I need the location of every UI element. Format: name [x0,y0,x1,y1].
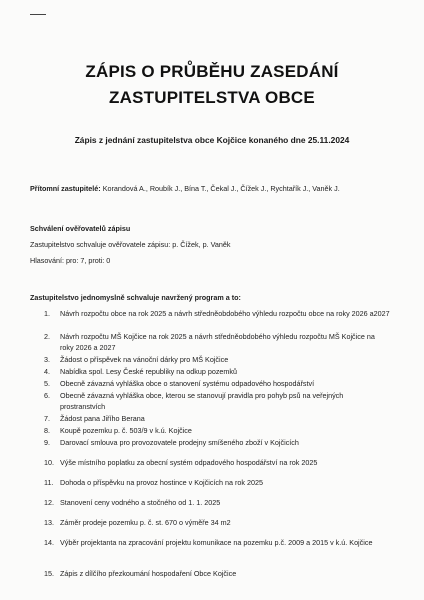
verifiers-text: Zastupitelstvo schvaluje ověřovatele zápisu: p. Čížek, p. Vaněk [30,240,231,249]
meeting-subtitle: Zápis z jednání zastupitelstva obce Kojčice konaného dne 25.11.2024 [74,135,350,145]
vote-text: Hlasování: pro: 7, proti: 0 [30,256,111,265]
present-members [30,184,340,193]
page-title-line1: ZÁPIS O PRŮBĚHU ZASEDÁNÍ [85,62,339,81]
page-title-line2: ZASTUPITELSTVA OBCE [109,88,315,107]
verifiers-heading: Schválení ověřovatelů zápisu [30,224,131,233]
present-names: Korandová A., Roubík J., Bína T., Čekal J., Čížek J., Rychtařík J., Vaněk J. [102,184,340,193]
document-page: ZÁPIS O PRŮBĚHU ZASEDÁNÍ ZASTUPITELSTVA OBCE Zápis z jednání zastupitelstva obce Kojčice konaného dne 25.11.2024 Přítomní zastupitelé: Korandová A., Roubík J., Bína T., Čekal J., Čížek J., Rychtařík J., Vaněk J. Schválení ověřovatelů zápisu Zastupitelstvo schvaluje ověřovatele zápisu: p. Čížek, p. Vaněk Hlasování: pro: 7, proti: 0 Zastupitelstvo jednomyslně schvaluje navržený program a to: 1. Návrh rozpočtu obce na rok 2025 a návrh středněobdobého výhledu rozpočtu obce na roky 2026 a2027 2. Návrh rozpočtu MŠ Kojčice na rok 2025 a návrh středněobdobého výhledu rozpočtu MŠ Kojčice na roky 2026 a 2027 3. Žádost o příspěvek na vánoční dárky pro MŠ Kojčice 4. Nabídka spol. Lesy České republiky na odkup pozemků 5. Obecně závazná vyhláška obce o stanovení systému odpadového hospodářství 6. Obecně závazná vyhláška obce, kterou se stanovují pravidla pro pohyb psů na veřejných prostranstvích 7. Žádost pana Jiřího Berana 8. Koupě pozemku p. č. 503/9 v k.ú. Kojčice 9. Darovací smlouva pro provozovatele prodejny smíšeného zboží v Kojčicích 10. Výše místního poplatku za obecní systém odpadového hospodářství na rok 2025 11. Dohoda o příspěvku na provoz hostince v Kojčicích na rok 2025 12. Stanovení ceny vodného a stočného od 1. 1. 2025 13. Záměr prodeje pozemku p. č. st. 670 o výměře 34 m2 14. Výběr projektanta na zpracování projektu komunikace na pozemku p.č. 2009 a 2015 v k.ú. Kojčice 15. Zápis z dílčího přezkoumání hospodaření Obce Kojčice [0,0,424,600]
present-label: Přítomní zastupitelé: [30,184,101,193]
corner-mark [30,14,46,15]
program-heading: Zastupitelstvo jednomyslně schvaluje navržený program a to: [30,293,241,302]
